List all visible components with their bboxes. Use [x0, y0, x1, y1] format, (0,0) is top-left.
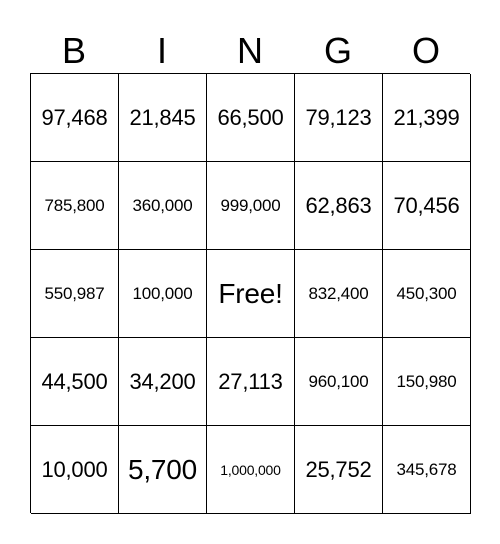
bingo-cell-r2-c3[interactable]: 999,000: [207, 162, 295, 250]
bingo-cell-r5-c1[interactable]: 10,000: [31, 426, 119, 514]
bingo-cell-r5-c2[interactable]: 5,700: [119, 426, 207, 514]
header-letter-o: O: [411, 30, 440, 71]
bingo-cell-free[interactable]: Free!: [207, 250, 295, 338]
bingo-cell-r2-c2[interactable]: 360,000: [119, 162, 207, 250]
bingo-cell-r4-c5[interactable]: 150,980: [383, 338, 471, 426]
bingo-cell-r4-c1[interactable]: 44,500: [31, 338, 119, 426]
header-letter-n: N: [237, 30, 263, 71]
bingo-header: [30, 28, 470, 74]
bingo-cell-r3-c5[interactable]: 450,300: [383, 250, 471, 338]
bingo-cell-r5-c3[interactable]: 1,000,000: [207, 426, 295, 514]
bingo-cell-r2-c5[interactable]: 70,456: [383, 162, 471, 250]
bingo-cell-r3-c2[interactable]: 100,000: [119, 250, 207, 338]
header-letter-b: B: [61, 30, 86, 71]
bingo-cell-r2-c4[interactable]: 62,863: [295, 162, 383, 250]
bingo-cell-r3-c4[interactable]: 832,400: [295, 250, 383, 338]
bingo-cell-r1-c4[interactable]: 79,123: [295, 74, 383, 162]
bingo-cell-r5-c5[interactable]: 345,678: [383, 426, 471, 514]
bingo-cell-r1-c5[interactable]: 21,399: [383, 74, 471, 162]
bingo-cell-r2-c1[interactable]: 785,800: [31, 162, 119, 250]
bingo-cell-r4-c4[interactable]: 960,100: [295, 338, 383, 426]
bingo-cell-r4-c3[interactable]: 27,113: [207, 338, 295, 426]
bingo-cell-r3-c1[interactable]: 550,987: [31, 250, 119, 338]
bingo-cell-r1-c3[interactable]: 66,500: [207, 74, 295, 162]
bingo-card-grid: [30, 73, 470, 513]
bingo-cell-r4-c2[interactable]: 34,200: [119, 338, 207, 426]
bingo-cell-r5-c4[interactable]: 25,752: [295, 426, 383, 514]
bingo-cell-r1-c1[interactable]: 97,468: [31, 74, 119, 162]
header-letter-g: G: [323, 30, 352, 71]
header-letter-i: I: [156, 30, 167, 71]
bingo-cell-r1-c2[interactable]: 21,845: [119, 74, 207, 162]
